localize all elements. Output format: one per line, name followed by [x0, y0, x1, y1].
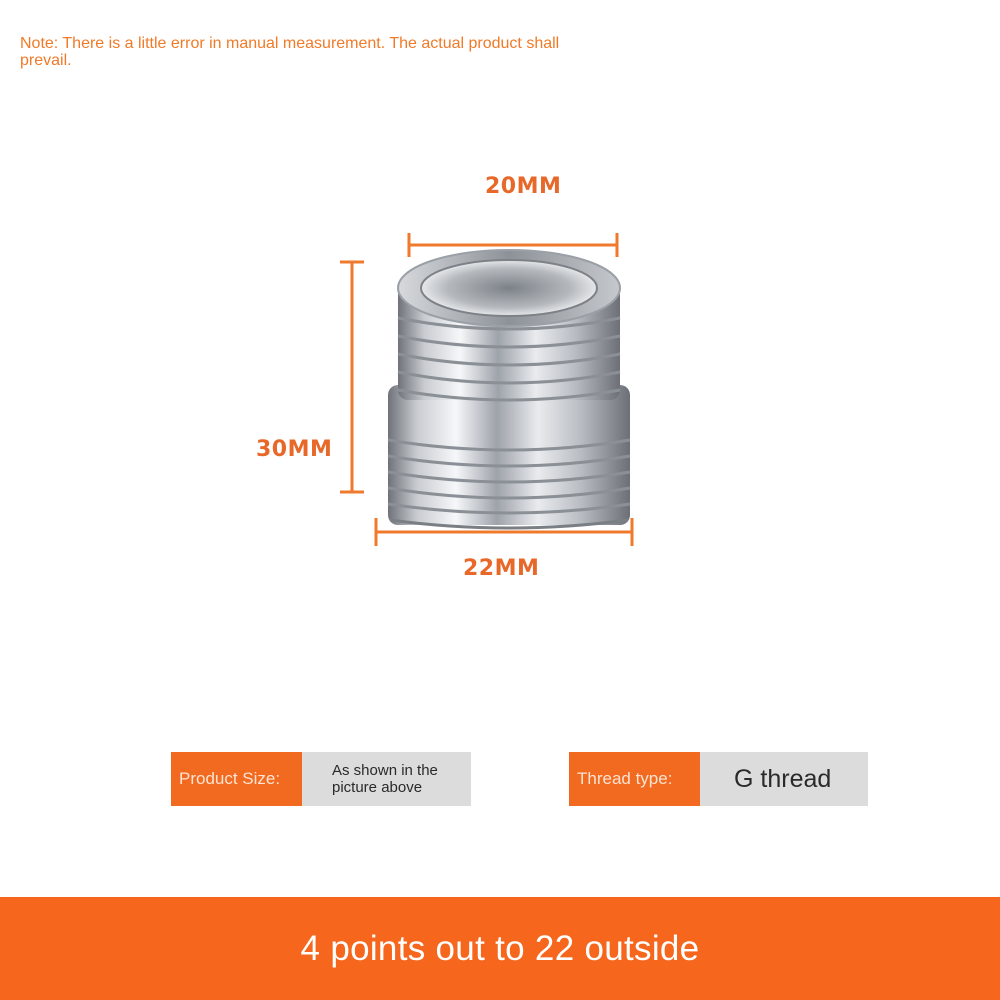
lower-thread-section: [388, 385, 630, 528]
dimension-bottom-label: 22MM: [463, 556, 540, 581]
measurement-note: Note: There is a little error in manual measurement. The actual product shall prevail.: [20, 35, 560, 69]
bottom-banner: [0, 897, 1000, 1000]
thread-type-key: Thread type:: [569, 752, 700, 806]
thread-type-spec: [569, 752, 868, 806]
dimension-top-label: 20MM: [485, 174, 562, 199]
banner-text: 4 points out to 22 outside: [300, 928, 700, 968]
product-size-key: Product Size:: [171, 752, 302, 806]
dimension-height-label: 30MM: [256, 437, 333, 462]
product-size-spec: [171, 752, 471, 806]
thread-type-value: G thread: [700, 752, 868, 806]
product-size-value: As shown in the picture above: [302, 752, 471, 806]
